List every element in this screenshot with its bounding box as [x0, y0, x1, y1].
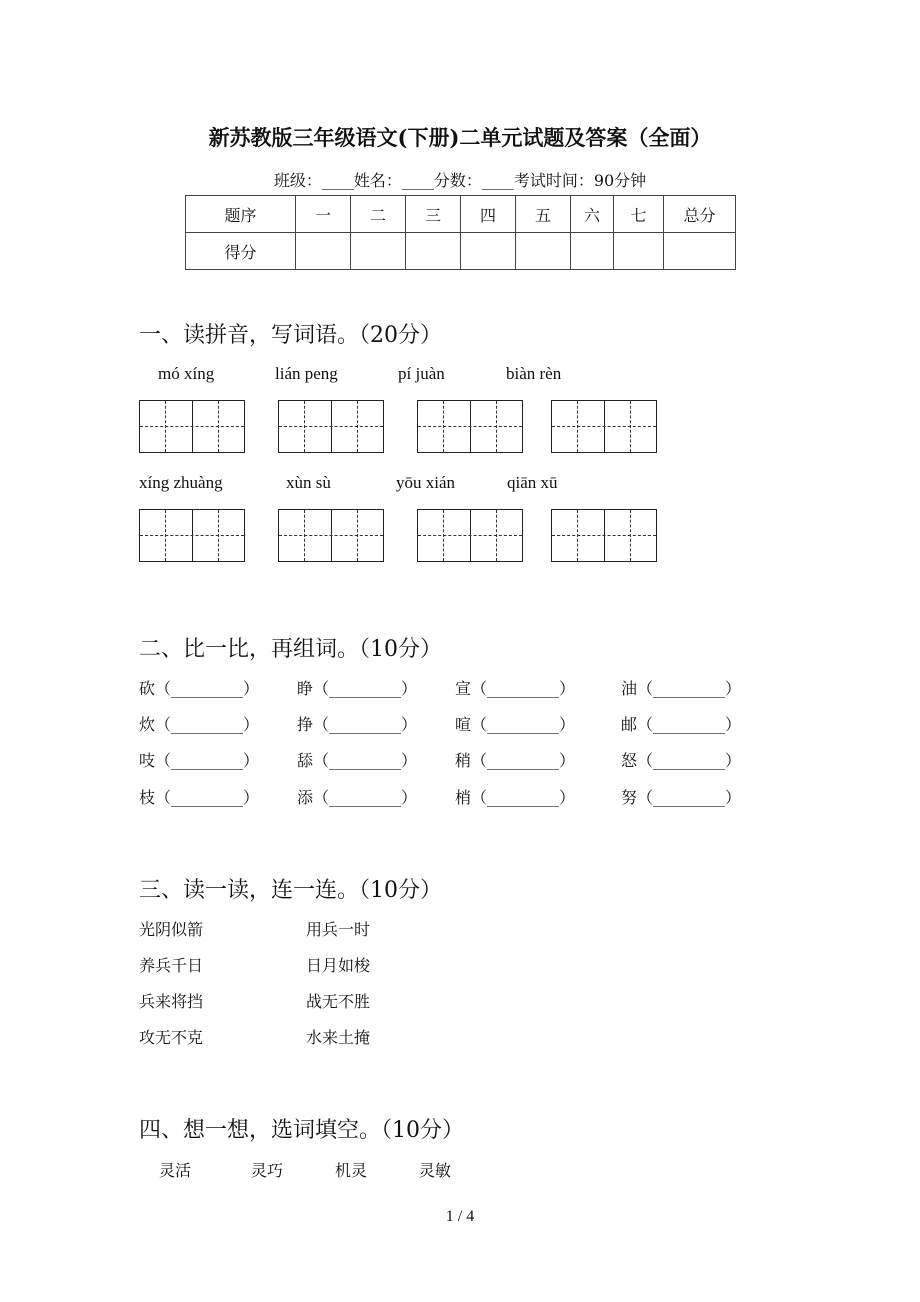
- score-cell: [516, 233, 571, 270]
- header-cell: 四: [461, 196, 516, 233]
- writing-grid: [551, 400, 657, 453]
- row-label: 得分: [186, 233, 296, 270]
- page-number: 1 / 4: [445, 1208, 475, 1225]
- section-3-heading: 三、读一读，连一连。（10分）: [139, 878, 442, 903]
- header-cell: 二: [351, 196, 406, 233]
- score-table: [185, 195, 736, 270]
- pinyin: lián peng: [275, 364, 338, 383]
- section-4-heading: 四、想一想，选词填空。（10分）: [139, 1118, 464, 1143]
- word-blank: 砍（_________）: [139, 679, 260, 698]
- score-cell: [571, 233, 614, 270]
- idiom-left: 光阴似箭: [139, 920, 204, 939]
- header-cell: 七: [614, 196, 664, 233]
- word-blank: 稍（_________）: [455, 751, 576, 770]
- word-choice: 灵活: [159, 1161, 192, 1180]
- writing-grid: [551, 509, 657, 562]
- score-table-header-row: [186, 196, 736, 233]
- score-cell: [614, 233, 664, 270]
- score-cell: [296, 233, 351, 270]
- header-cell: 总分: [664, 196, 736, 233]
- pinyin: xíng zhuàng: [139, 473, 223, 492]
- section-1-heading: 一、读拼音，写词语。（20分）: [139, 323, 442, 348]
- idiom-left: 养兵千日: [139, 956, 204, 975]
- pinyin: yōu xián: [396, 473, 456, 492]
- pinyin: xùn sù: [286, 473, 331, 492]
- writing-grid: [417, 400, 523, 453]
- doc-title: 新苏教版三年级语文(下册)二单元试题及答案（全面）: [208, 125, 712, 150]
- writing-grid: [417, 509, 523, 562]
- word-blank: 邮（_________）: [621, 715, 742, 734]
- header-cell: 三: [406, 196, 461, 233]
- writing-grid: [278, 400, 384, 453]
- idiom-left: 兵来将挡: [139, 992, 204, 1011]
- writing-grid: [139, 400, 245, 453]
- word-blank: 怒（_________）: [621, 751, 742, 770]
- word-blank: 睁（_________）: [297, 679, 418, 698]
- student-info-line: 班级：____姓名：____分数：____考试时间：90分钟: [273, 171, 647, 190]
- section-2-heading: 二、比一比，再组词。（10分）: [139, 637, 442, 662]
- word-choice: 机灵: [335, 1161, 368, 1180]
- word-blank: 炊（_________）: [139, 715, 260, 734]
- idiom-left: 攻无不克: [139, 1028, 204, 1047]
- writing-grid: [278, 509, 384, 562]
- pinyin: mó xíng: [158, 364, 215, 383]
- word-blank: 油（_________）: [621, 679, 742, 698]
- writing-grid: [139, 509, 245, 562]
- header-cell: 一: [296, 196, 351, 233]
- pinyin: pí juàn: [398, 364, 445, 383]
- header-cell: 题序: [186, 196, 296, 233]
- word-blank: 挣（_________）: [297, 715, 418, 734]
- header-cell: 六: [571, 196, 614, 233]
- word-blank: 喧（_________）: [455, 715, 576, 734]
- word-choice: 灵巧: [251, 1161, 284, 1180]
- word-blank: 宣（_________）: [455, 679, 576, 698]
- header-cell: 五: [516, 196, 571, 233]
- idiom-right: 战无不胜: [306, 992, 371, 1011]
- word-blank: 吱（_________）: [139, 751, 260, 770]
- word-blank: 添（_________）: [297, 788, 418, 807]
- score-cell: [406, 233, 461, 270]
- score-table-score-row: [186, 233, 736, 270]
- word-blank: 梢（_________）: [455, 788, 576, 807]
- score-cell: [461, 233, 516, 270]
- idiom-right: 日月如梭: [306, 956, 371, 975]
- word-blank: 努（_________）: [621, 788, 742, 807]
- score-cell: [351, 233, 406, 270]
- idiom-right: 用兵一时: [306, 920, 371, 939]
- word-blank: 舔（_________）: [297, 751, 418, 770]
- idiom-right: 水来土掩: [306, 1028, 371, 1047]
- pinyin: biàn rèn: [506, 364, 562, 383]
- word-blank: 枝（_________）: [139, 788, 260, 807]
- word-choice: 灵敏: [419, 1161, 452, 1180]
- score-cell: [664, 233, 736, 270]
- pinyin: qiān xū: [507, 473, 558, 492]
